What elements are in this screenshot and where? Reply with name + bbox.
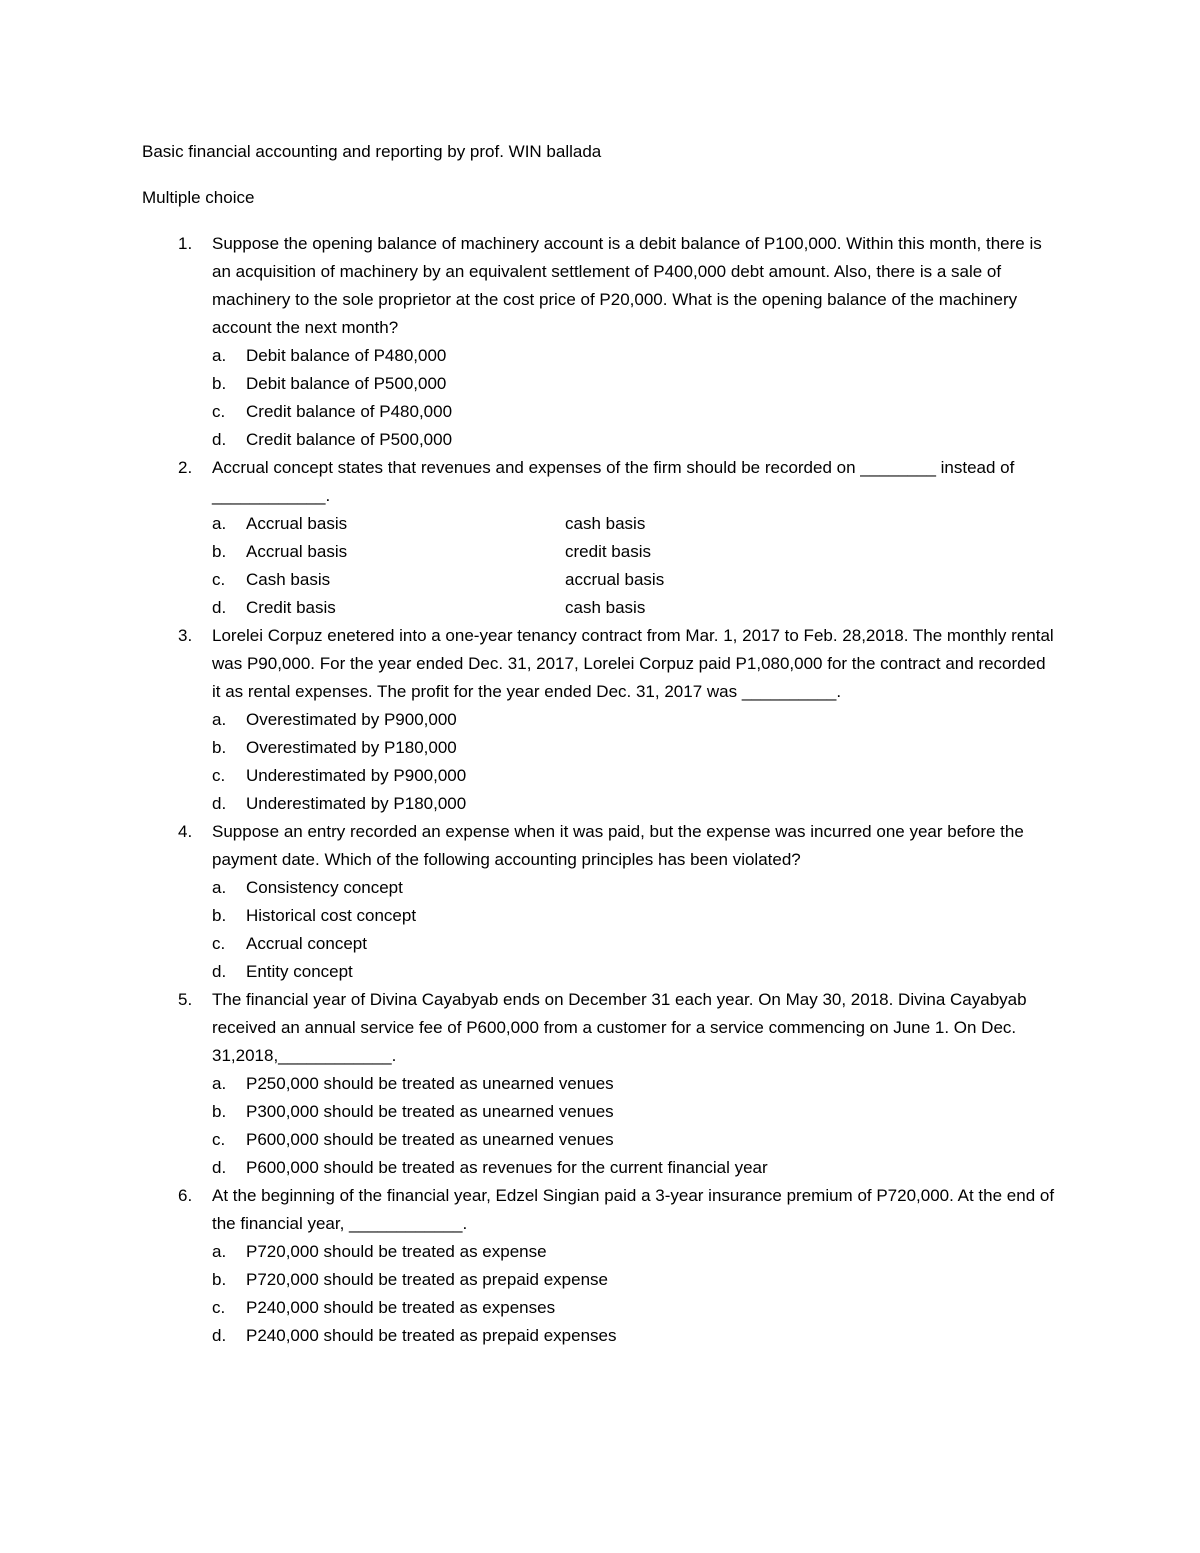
question-list: [178, 230, 1058, 1350]
question-text: The financial year of Divina Cayabyab ends on December 31 each year. On May 30, 2018. Divina Cayabyab received an annual service fee of P600,000 from a customer for a service commencing on June 1. On Dec. 31,2018,____________.: [212, 990, 1027, 1065]
question-body: [212, 986, 1058, 1182]
option-letter: d.: [212, 794, 227, 813]
question-item: [178, 1182, 1058, 1350]
question-number: 5.: [178, 990, 193, 1009]
option-text: Historical cost concept: [246, 906, 417, 925]
option-item: [212, 790, 1058, 818]
option-item: [212, 734, 1058, 762]
option-letter: a.: [212, 1242, 227, 1261]
option-text-secondary: cash basis: [565, 514, 646, 533]
option-letter: a.: [212, 346, 227, 365]
question-text: At the beginning of the financial year, Edzel Singian paid a 3-year insurance premium of P720,000. At the end of the financial year, ____________.: [212, 1186, 1055, 1233]
option-letter: a.: [212, 514, 227, 533]
question-item: [178, 986, 1058, 1182]
option-text: Cash basis: [246, 570, 331, 589]
option-item: [212, 566, 1058, 594]
option-text: Underestimated by P180,000: [246, 794, 467, 813]
option-item: [212, 510, 1058, 538]
option-letter: c.: [212, 766, 226, 785]
option-item: [212, 1322, 1058, 1350]
question-number: 4.: [178, 822, 193, 841]
question-body: [212, 454, 1058, 622]
question-body: [212, 230, 1058, 454]
option-item: [212, 930, 1058, 958]
question-text: Accrual concept states that revenues and expenses of the firm should be recorded on ________ instead of ____________.: [212, 458, 1015, 505]
option-letter: a.: [212, 710, 227, 729]
question-number: 6.: [178, 1186, 193, 1205]
question-text: Lorelei Corpuz enetered into a one-year tenancy contract from Mar. 1, 2017 to Feb. 28,2018. The monthly rental was P90,000. For the year ended Dec. 31, 2017, Lorelei Corpuz paid P1,080,000 for the contract and recorded it as rental expenses. The profit for the year ended Dec. 31, 2017 was __________.: [212, 626, 1054, 701]
option-text-secondary: credit basis: [565, 542, 651, 561]
option-text: Overestimated by P900,000: [246, 710, 457, 729]
option-letter: c.: [212, 934, 226, 953]
option-item: [212, 902, 1058, 930]
option-letter: b.: [212, 906, 227, 925]
option-item: [212, 762, 1058, 790]
option-text: Underestimated by P900,000: [246, 766, 467, 785]
option-text: P250,000 should be treated as unearned venues: [246, 1074, 614, 1093]
question-number: 2.: [178, 458, 193, 477]
option-text: Debit balance of P500,000: [246, 374, 447, 393]
option-text: P720,000 should be treated as prepaid expense: [246, 1270, 608, 1289]
option-letter: b.: [212, 1102, 227, 1121]
option-text: Accrual concept: [246, 934, 367, 953]
question-number: 3.: [178, 626, 193, 645]
option-text: Accrual basis: [246, 542, 348, 561]
option-text: P300,000 should be treated as unearned venues: [246, 1102, 614, 1121]
option-text: P240,000 should be treated as prepaid expenses: [246, 1326, 617, 1345]
option-text: P720,000 should be treated as expense: [246, 1242, 547, 1261]
question-text: Suppose an entry recorded an expense when it was paid, but the expense was incurred one year before the payment date. Which of the following accounting principles has been violated?: [212, 822, 1024, 869]
question-item: [178, 622, 1058, 818]
option-text: P600,000 should be treated as revenues for the current financial year: [246, 1158, 768, 1177]
option-letter: d.: [212, 598, 227, 617]
option-letter: c.: [212, 1130, 226, 1149]
option-item: [212, 706, 1058, 734]
option-item: [212, 874, 1058, 902]
option-text-secondary: cash basis: [565, 598, 646, 617]
option-letter: c.: [212, 570, 226, 589]
option-item: [212, 370, 1058, 398]
option-text: P600,000 should be treated as unearned venues: [246, 1130, 614, 1149]
option-text: Credit balance of P500,000: [246, 430, 453, 449]
option-letter: a.: [212, 1074, 227, 1093]
option-item: [212, 958, 1058, 986]
option-text: Overestimated by P180,000: [246, 738, 457, 757]
question-item: [178, 230, 1058, 454]
option-item: [212, 1266, 1058, 1294]
option-letter: b.: [212, 542, 227, 561]
option-letter: d.: [212, 430, 227, 449]
option-text: Credit balance of P480,000: [246, 402, 453, 421]
option-item: [212, 1294, 1058, 1322]
question-item: [178, 818, 1058, 986]
document-title: Basic financial accounting and reporting by prof. WIN ballada: [142, 142, 602, 161]
option-text: Credit basis: [246, 598, 336, 617]
question-number: 1.: [178, 234, 193, 253]
option-item: [212, 398, 1058, 426]
question-body: [212, 622, 1058, 818]
option-item: [212, 538, 1058, 566]
option-letter: b.: [212, 1270, 227, 1289]
option-letter: d.: [212, 962, 227, 981]
question-item: [178, 454, 1058, 622]
option-text: Accrual basis: [246, 514, 348, 533]
question-body: [212, 818, 1058, 986]
option-text: Debit balance of P480,000: [246, 346, 447, 365]
option-text: Consistency concept: [246, 878, 403, 897]
option-text-secondary: accrual basis: [565, 570, 665, 589]
option-item: [212, 342, 1058, 370]
option-item: [212, 1154, 1058, 1182]
option-item: [212, 1070, 1058, 1098]
option-letter: c.: [212, 402, 226, 421]
option-letter: d.: [212, 1158, 227, 1177]
option-text: P240,000 should be treated as expenses: [246, 1298, 556, 1317]
question-body: [212, 1182, 1058, 1350]
option-text: Entity concept: [246, 962, 353, 981]
option-item: [212, 1238, 1058, 1266]
option-letter: a.: [212, 878, 227, 897]
option-letter: b.: [212, 738, 227, 757]
option-item: [212, 1098, 1058, 1126]
section-heading-multiple-choice: Multiple choice: [142, 188, 255, 207]
option-item: [212, 594, 1058, 622]
option-letter: b.: [212, 374, 227, 393]
option-item: [212, 426, 1058, 454]
question-text: Suppose the opening balance of machinery account is a debit balance of P100,000. Within this month, there is an acquisition of machinery by an equivalent settlement of P400,000 debt amount. Also, there is a sale of machinery to the sole proprietor at the cost price of P20,000. What is the opening balance of the machinery account the next month?: [212, 234, 1042, 337]
option-letter: d.: [212, 1326, 227, 1345]
option-item: [212, 1126, 1058, 1154]
option-letter: c.: [212, 1298, 226, 1317]
